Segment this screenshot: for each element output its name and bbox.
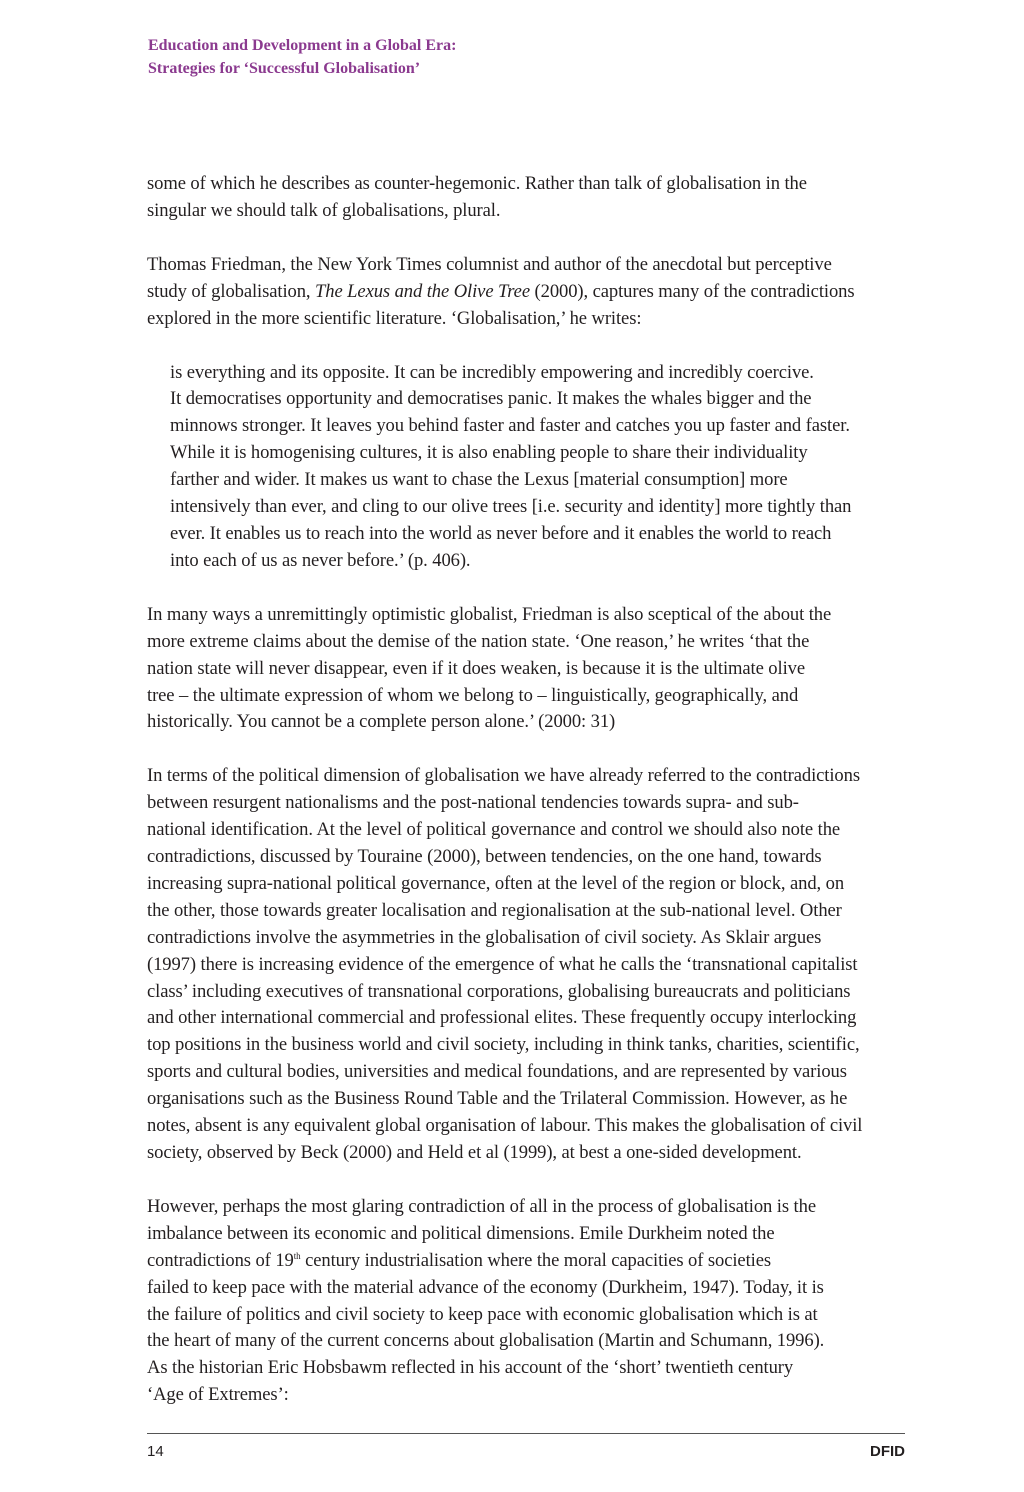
publisher-name: DFID	[870, 1443, 905, 1460]
quote-line: ever. It enables us to reach into the world as never before and it enables the world to reach	[170, 522, 832, 544]
text-line: between resurgent nationalisms and the post-national tendencies towards supra- and sub-	[147, 792, 799, 814]
text-line: tree – the ultimate expression of whom we belong to – linguistically, geographically, and	[147, 684, 799, 706]
book-title: The Lexus and the Olive Tree	[315, 280, 530, 302]
quote-line: is everything and its opposite. It can be incredibly empowering and incredibly coercive.	[170, 361, 814, 383]
running-header-line-2: Strategies for ‘Successful Globalisation’	[148, 60, 421, 77]
running-header-line-1: Education and Development in a Global Era:	[148, 37, 457, 54]
block-quote	[170, 360, 917, 575]
paragraph-5	[147, 1194, 917, 1409]
quote-line: minnows stronger. It leaves you behind faster and faster and catches you up faster and faster.	[170, 415, 850, 437]
text-line: historically. You cannot be a complete person alone.’ (2000: 31)	[147, 711, 616, 733]
text-line: the other, those towards greater localisation and regionalisation at the sub-national level. Other	[147, 899, 842, 921]
quote-line: While it is homogenising cultures, it is also enabling people to share their individuality	[170, 442, 808, 464]
text-line: class’ including executives of transnational corporations, globalising bureaucrats and politicians	[147, 980, 851, 1002]
quote-line: into each of us as never before.’ (p. 406).	[170, 549, 471, 571]
body-text	[147, 171, 917, 1436]
paragraph-2	[147, 252, 917, 333]
text-run: century industrialisation where the moral capacities of societies	[300, 1249, 772, 1271]
text-line: explored in the more scientific literature. ‘Globalisation,’ he writes:	[147, 307, 642, 329]
text-line: increasing supra-national political governance, often at the level of the region or block, and, on	[147, 872, 845, 894]
text-line: and other international commercial and professional elites. These frequently occupy interlocking	[147, 1007, 857, 1029]
text-line: However, perhaps the most glaring contradiction of all in the process of globalisation is the	[147, 1195, 816, 1217]
quote-line: It democratises opportunity and democratises panic. It makes the whales bigger and the	[170, 388, 812, 410]
quote-line: intensively than ever, and cling to our olive trees [i.e. security and identity] more tightly than	[170, 496, 852, 518]
text-line	[147, 1248, 917, 1275]
quote-line: farther and wider. It makes us want to chase the Lexus [material consumption] more	[170, 469, 788, 491]
text-line	[147, 279, 917, 306]
paragraph-3	[147, 602, 917, 737]
text-run: contradictions of 19	[147, 1249, 294, 1271]
text-line: imbalance between its economic and political dimensions. Emile Durkheim noted the	[147, 1222, 775, 1244]
text-line: sports and cultural bodies, universities and medical foundations, and are represented by various	[147, 1061, 847, 1083]
text-line: singular we should talk of globalisations, plural.	[147, 199, 501, 221]
running-header	[148, 34, 456, 80]
text-line: national identification. At the level of political governance and control we should also note the	[147, 819, 841, 841]
text-line: some of which he describes as counter-hegemonic. Rather than talk of globalisation in the	[147, 173, 807, 194]
page-number: 14	[147, 1443, 164, 1460]
ordinal-superscript: th	[293, 1250, 301, 1261]
text-line: As the historian Eric Hobsbawm reflected in his account of the ‘short’ twentieth century	[147, 1357, 794, 1379]
text-line: society, observed by Beck (2000) and Held et al (1999), at best a one-sided development.	[147, 1142, 802, 1163]
text-line: In terms of the political dimension of globalisation we have already referred to the contradictions	[147, 765, 860, 787]
text-run: study of globalisation,	[147, 280, 316, 302]
text-line: contradictions, discussed by Touraine (2000), between tendencies, on the one hand, towards	[147, 846, 822, 868]
text-run: (2000), captures many of the contradictions	[529, 280, 855, 302]
text-line: more extreme claims about the demise of the nation state. ‘One reason,’ he writes ‘that the	[147, 630, 810, 652]
text-line: the heart of many of the current concerns about globalisation (Martin and Schumann, 1996).	[147, 1330, 825, 1352]
text-line: nation state will never disappear, even if it does weaken, is because it is the ultimate olive	[147, 657, 805, 679]
text-line: failed to keep pace with the material advance of the economy (Durkheim, 1947). Today, it is	[147, 1276, 824, 1298]
text-line: top positions in the business world and civil society, including in think tanks, charities, scientific,	[147, 1034, 860, 1056]
paragraph-4	[147, 763, 917, 1167]
text-line: Thomas Friedman, the New York Times columnist and author of the anecdotal but perceptive	[147, 253, 832, 275]
text-line: contradictions involve the asymmetries in the globalisation of civil society. As Sklair argues	[147, 926, 822, 948]
text-line: In many ways a unremittingly optimistic globalist, Friedman is also sceptical of the about the	[147, 603, 832, 625]
text-line: (1997) there is increasing evidence of the emergence of what he calls the ‘transnational capitalist	[147, 953, 858, 975]
text-line: the failure of politics and civil society to keep pace with economic globalisation which is at	[147, 1303, 818, 1325]
footer-divider	[147, 1433, 905, 1434]
text-line: notes, absent is any equivalent global organisation of labour. This makes the globalisation of civil	[147, 1115, 863, 1137]
text-line: ‘Age of Extremes’:	[147, 1384, 289, 1406]
paragraph-1	[147, 171, 917, 225]
text-line: organisations such as the Business Round Table and the Trilateral Commission. However, as he	[147, 1088, 848, 1110]
